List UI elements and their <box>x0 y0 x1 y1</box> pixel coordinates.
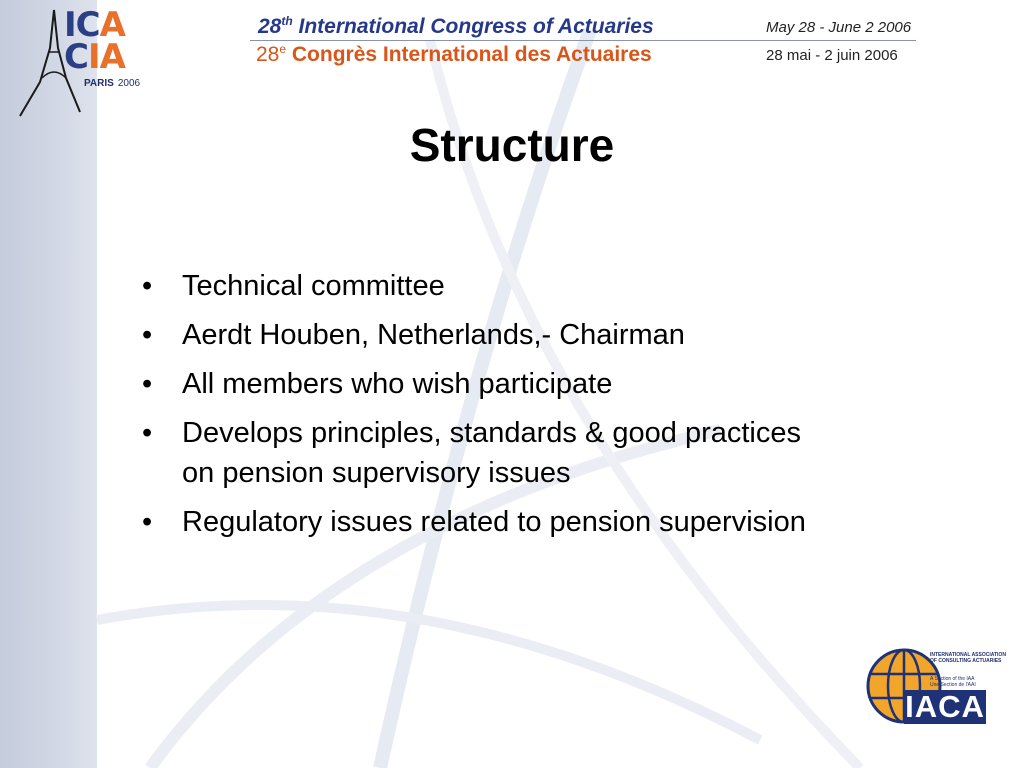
bullet-item: • Aerdt Houben, Netherlands,- Chairman <box>140 315 820 355</box>
bullet-item: • Regulatory issues related to pension supervision <box>140 502 820 542</box>
iaca-acronym: IACA <box>905 689 985 724</box>
header-title-english: 28th International Congress of Actuaries <box>258 14 654 38</box>
iaca-section-line2: Une Section de l'AAI <box>930 682 976 688</box>
header-date-english: May 28 - June 2 2006 <box>766 19 912 36</box>
logo-city: PARIS <box>84 78 114 89</box>
iaca-section-line1: A Section of the IAA <box>930 676 975 682</box>
bullet-marker: • <box>142 417 153 449</box>
bullet-item: • Develops principles, standards & good practices on pension supervisory issues <box>140 413 820 493</box>
bullet-marker: • <box>142 319 153 351</box>
logo-letter-c: C <box>64 37 88 77</box>
slide-title: Structure <box>409 119 615 171</box>
bullet-marker: • <box>142 270 153 302</box>
logo-letters-ic: IC <box>64 5 100 45</box>
bullet-item: • All members who wish participate <box>140 364 820 404</box>
header-date-french: 28 mai - 2 juin 2006 <box>766 47 898 64</box>
logo-year: 2006 <box>117 78 141 89</box>
bullet-list <box>140 266 820 551</box>
bullet-marker: • <box>142 506 153 538</box>
iaca-name-line1: INTERNATIONAL ASSOCIATION <box>930 652 1006 658</box>
header-title-french: 28e Congrès International des Actuaires <box>256 42 652 66</box>
bullet-item: • Technical committee <box>140 266 820 306</box>
header-divider <box>250 40 916 41</box>
iaca-name-line2: OF CONSULTING ACTUARIES <box>930 658 1002 664</box>
ica-cia-logo <box>14 5 149 120</box>
bullet-marker: • <box>142 368 153 400</box>
logo-letters-ia: IA <box>87 37 125 77</box>
logo-letter-a: A <box>99 5 125 45</box>
